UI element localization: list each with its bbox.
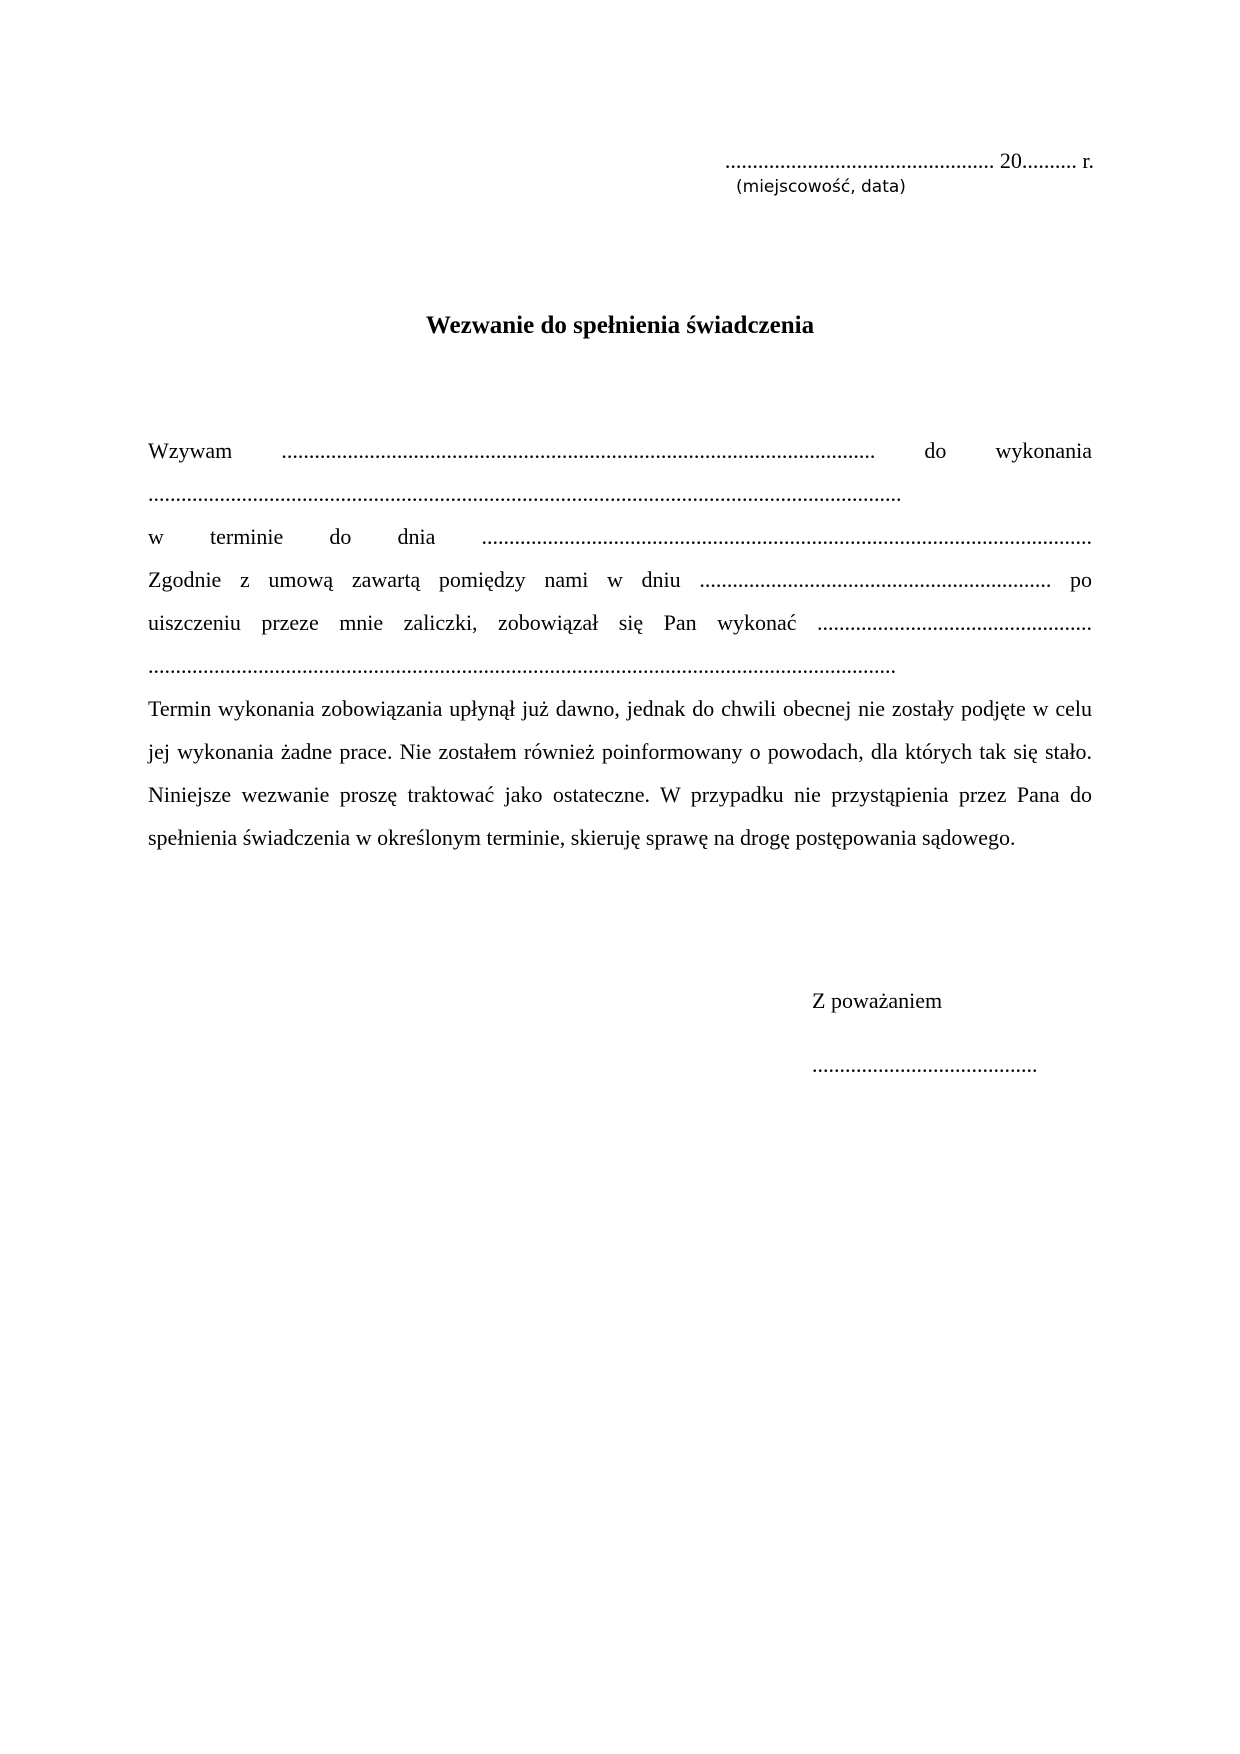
place-date-caption: (miejscowość, data) xyxy=(736,177,906,197)
work-description-blank-line: ........................................................................................................................................ xyxy=(148,653,896,678)
document-title: Wezwanie do spełnienia świadczenia xyxy=(425,312,815,339)
deadline-line: w terminie do dnia ............................................................................................................... xyxy=(148,524,1092,549)
main-paragraph: Termin wykonania zobowiązania upłynął już dawno, jednak do chwili obecnej nie zostały podjęte w celu jej wykonania żadne prace. Nie zostałem również poinformowany o powodach, dla których tak się stało. Niniejsze wezwanie proszę traktować jako ostateczne. W przypadku nie przystąpienia przez Pana do spełnienia świadczenia w określonym terminie, skieruję sprawę na drogę postępowania sądowego. xyxy=(148,696,1092,850)
signature-line: ......................................... xyxy=(812,1052,1038,1077)
contract-date-line: Zgodnie z umową zawartą pomiędzy nami w dniu ................................................................ po xyxy=(148,567,1092,592)
advance-payment-line: uiszczeniu przeze mnie zaliczki, zobowiązał się Pan wykonać .................................................. xyxy=(148,610,1092,635)
closing-salutation: Z poważaniem xyxy=(812,988,943,1013)
place-date-line: ................................................. 20.......... r. xyxy=(724,148,1094,173)
letter-body xyxy=(148,429,1092,859)
obligation-blank-line: ......................................................................................................................................... xyxy=(148,481,902,506)
summons-line: Wzywam ............................................................................................................ do wykonania xyxy=(148,438,1092,463)
